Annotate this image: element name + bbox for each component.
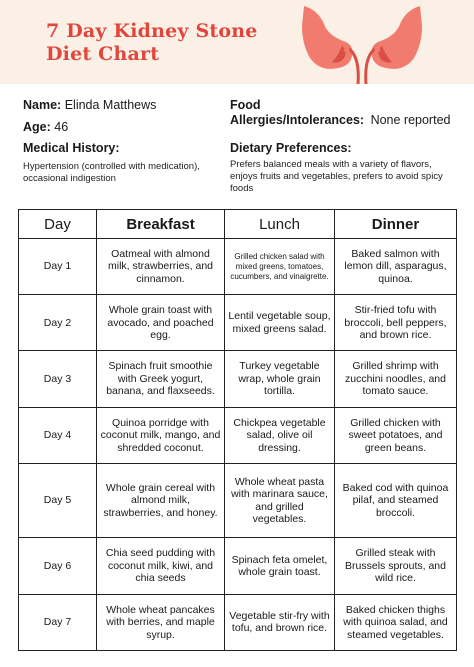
day-cell: Day 1 [19, 239, 97, 295]
age-label: Age: [23, 120, 51, 134]
title-line-1: 7 Day Kidney Stone [46, 20, 258, 42]
dinner-cell: Baked chicken thighs with quinoa salad, and steamed vegetables. [335, 594, 457, 650]
history-value: Hypertension (controlled with medication), occasional indigestion [23, 161, 200, 184]
dinner-cell: Stir-fried tofu with broccoli, bell peppers, and brown rice. [335, 295, 457, 351]
breakfast-cell: Whole wheat pancakes with berries, and maple syrup. [97, 594, 225, 650]
table-row [19, 239, 457, 295]
lunch-cell: Spinach feta omelet, whole grain toast. [225, 538, 335, 594]
table-row [19, 351, 457, 407]
diet-table [18, 209, 457, 651]
breakfast-cell: Whole grain cereal with almond milk, strawberries, and honey. [97, 463, 225, 538]
allergies-field [230, 98, 450, 128]
table-header-row [19, 210, 457, 239]
allergies-label-1: Food [230, 98, 261, 112]
title-line-2: Diet Chart [46, 43, 160, 65]
breakfast-cell: Chia seed pudding with coconut milk, kiwi, and chia seeds [97, 538, 225, 594]
page-title [46, 20, 286, 66]
header-day: Day [19, 210, 97, 239]
table-row [19, 463, 457, 538]
day-cell: Day 7 [19, 594, 97, 650]
day-cell: Day 3 [19, 351, 97, 407]
day-cell: Day 5 [19, 463, 97, 538]
dinner-cell: Grilled steak with Brussels sprouts, and wild rice. [335, 538, 457, 594]
breakfast-cell: Oatmeal with almond milk, strawberries, and cinnamon. [97, 239, 225, 295]
lunch-cell: Vegetable stir-fry with tofu, and brown rice. [225, 594, 335, 650]
name-label: Name: [23, 98, 62, 112]
lunch-cell: Grilled chicken salad with mixed greens, tomatoes, cucumbers, and vinaigrette. [225, 239, 335, 295]
age-field [23, 120, 68, 135]
header-dinner: Dinner [335, 210, 457, 239]
header-breakfast: Breakfast [97, 210, 225, 239]
preferences-heading: Dietary Preferences: [230, 141, 352, 155]
day-cell: Day 2 [19, 295, 97, 351]
lunch-cell: Lentil vegetable soup, mixed greens salad. [225, 295, 335, 351]
dinner-cell: Grilled shrimp with zucchini noodles, and tomato sauce. [335, 351, 457, 407]
breakfast-cell: Spinach fruit smoothie with Greek yogurt, banana, and flaxseeds. [97, 351, 225, 407]
age-value: 46 [54, 120, 69, 134]
table-row [19, 594, 457, 650]
header-lunch: Lunch [225, 210, 335, 239]
dinner-cell: Baked salmon with lemon dill, asparagus, quinoa. [335, 239, 457, 295]
allergies-value: None reported [370, 113, 451, 127]
name-value: Elinda Matthews [64, 98, 157, 112]
table-row [19, 538, 457, 594]
allergies-label-2: Allergies/Intolerances: [230, 113, 365, 127]
breakfast-cell: Whole grain toast with avocado, and poached egg. [97, 295, 225, 351]
kidney-illustration [302, 6, 422, 84]
lunch-cell: Chickpea vegetable salad, olive oil dressing. [225, 407, 335, 463]
history-heading: Medical History: [23, 141, 120, 155]
day-cell: Day 6 [19, 538, 97, 594]
name-field [23, 98, 156, 113]
table-row [19, 407, 457, 463]
dinner-cell: Baked cod with quinoa pilaf, and steamed broccoli. [335, 463, 457, 538]
table-row [19, 295, 457, 351]
lunch-cell: Turkey vegetable wrap, whole grain tortilla. [225, 351, 335, 407]
lunch-cell: Whole wheat pasta with marinara sauce, and grilled vegetables. [225, 463, 335, 538]
breakfast-cell: Quinoa porridge with coconut milk, mango, and shredded coconut. [97, 407, 225, 463]
dinner-cell: Grilled chicken with sweet potatoes, and green beans. [335, 407, 457, 463]
day-cell: Day 4 [19, 407, 97, 463]
preferences-value: Prefers balanced meals with a variety of flavors, enjoys fruits and vegetables, prefers to avoid spicy foods [230, 159, 443, 194]
